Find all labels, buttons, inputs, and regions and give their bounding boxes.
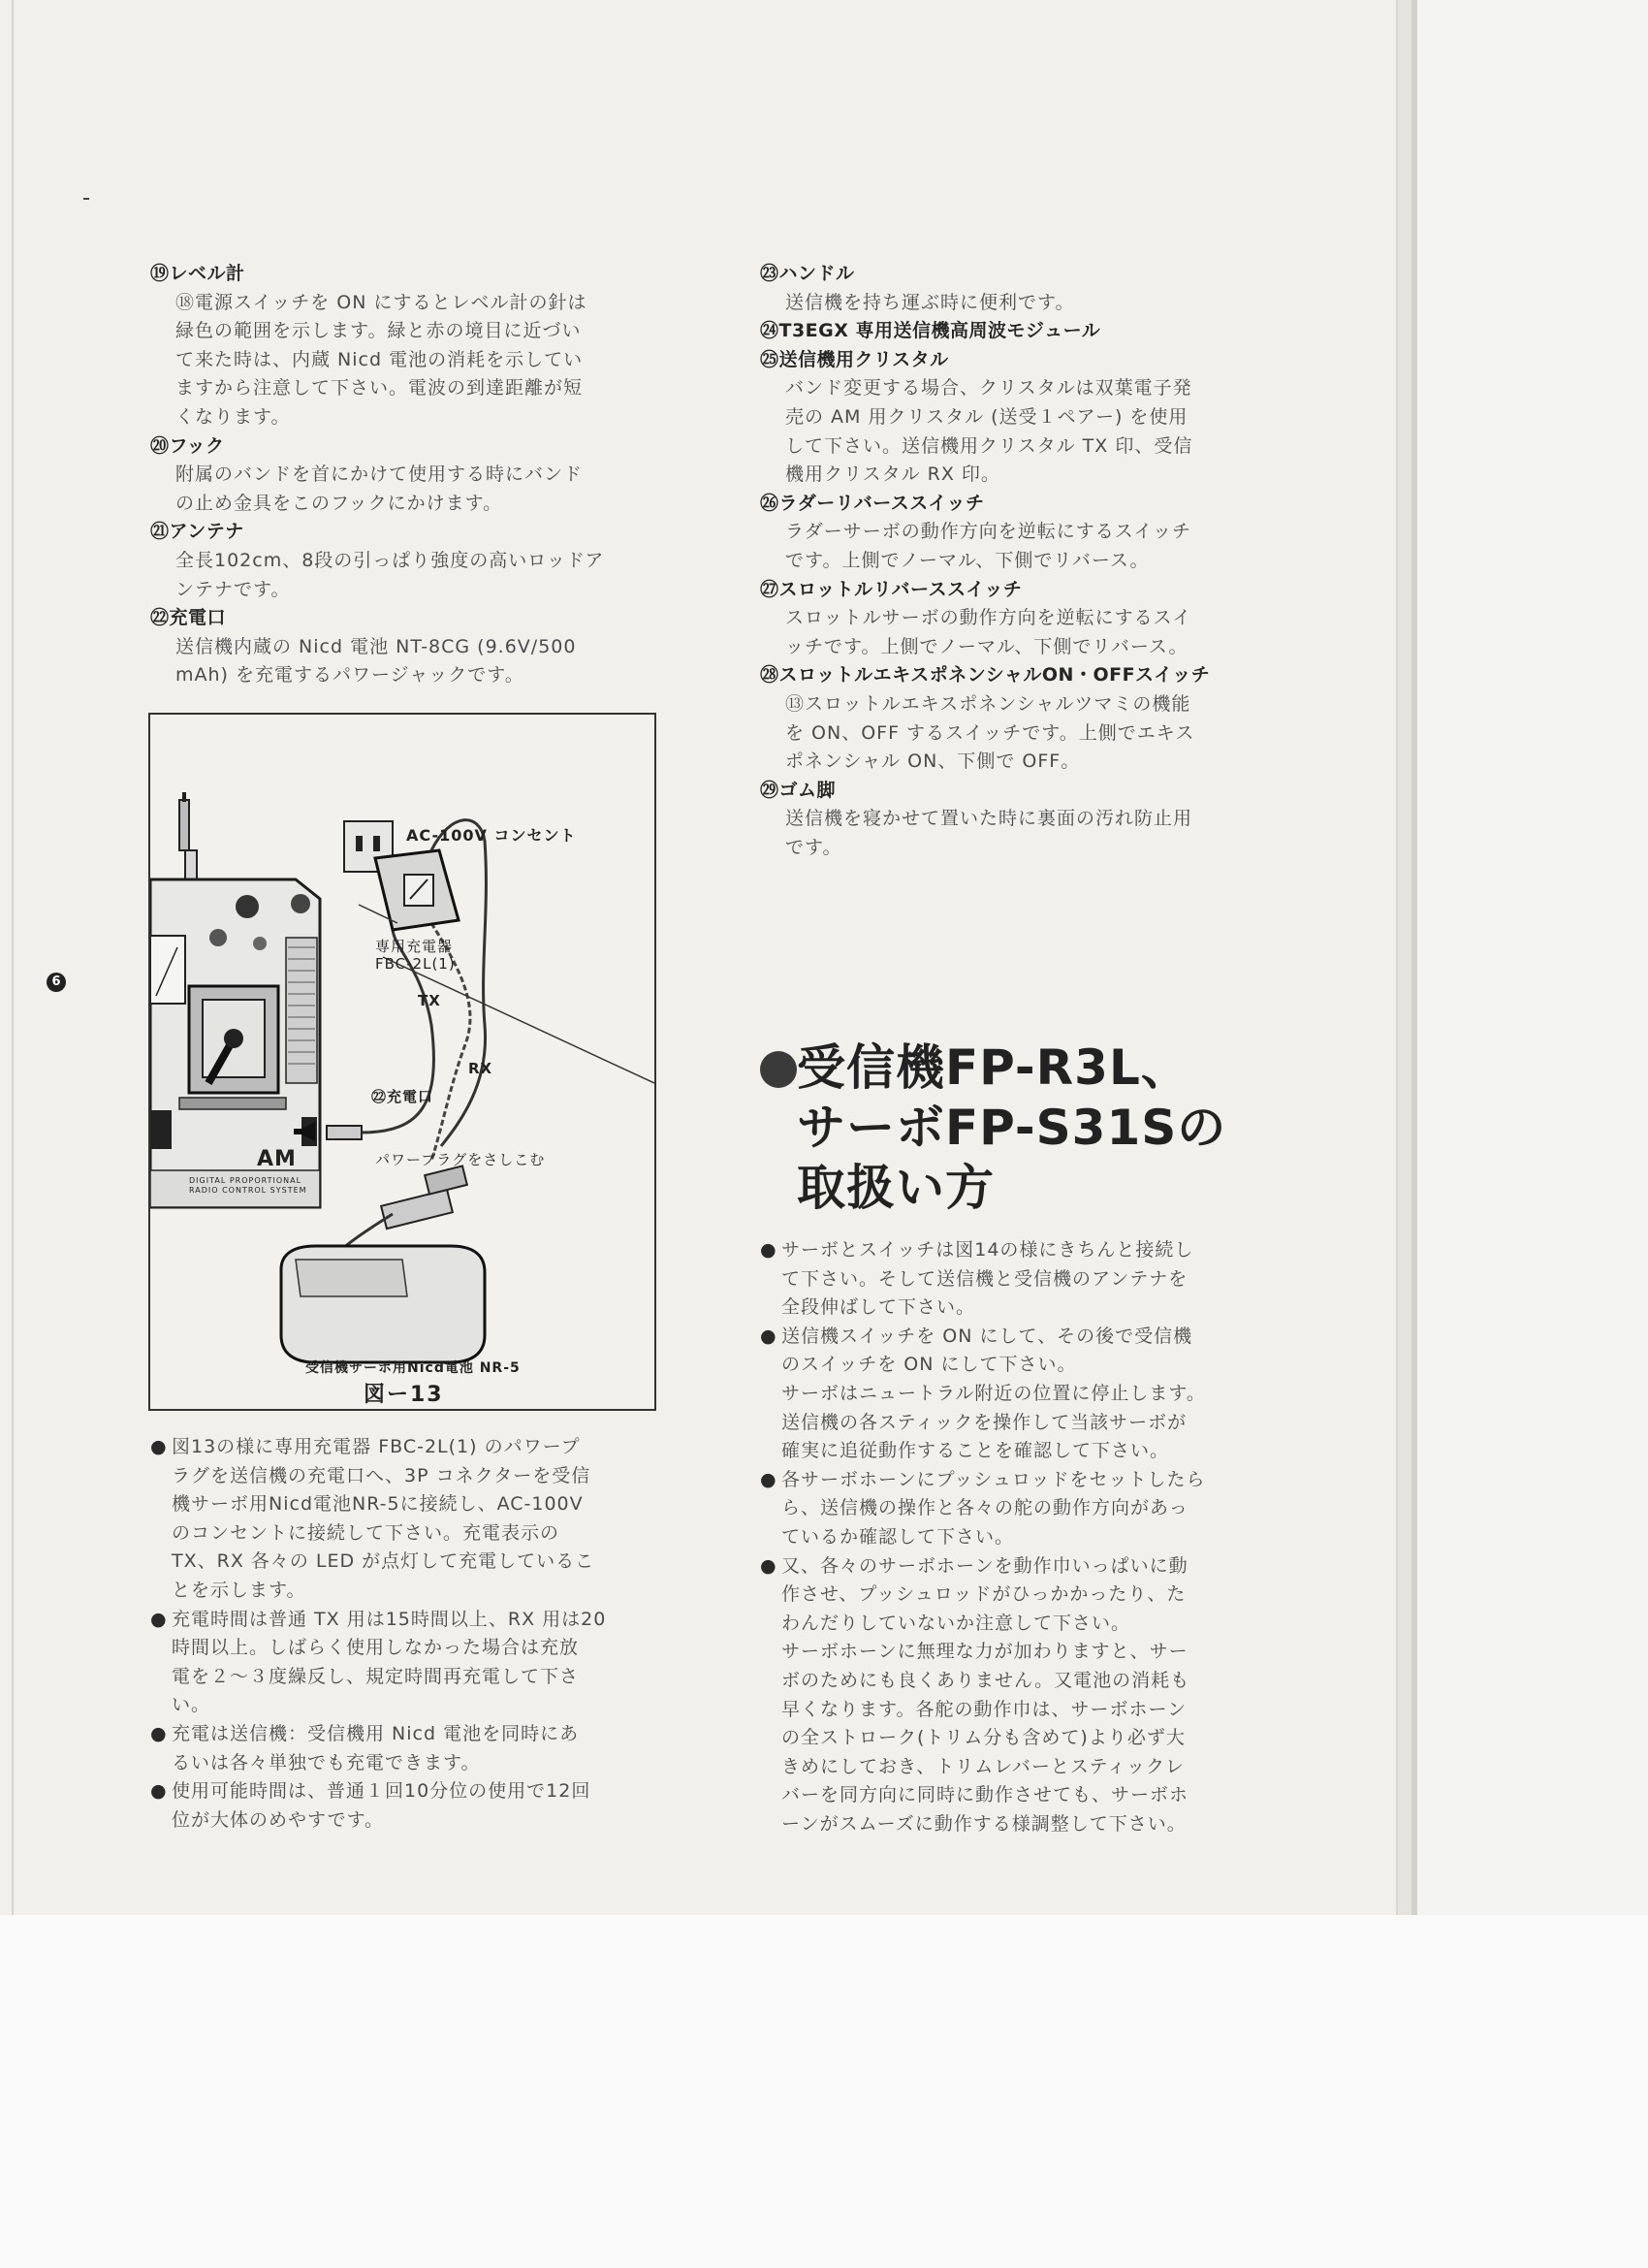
battery-label: 受信機サーボ用Nicd電池 NR-5 — [305, 1360, 521, 1376]
text-line: わんだりしていないか注意して下さい。 — [781, 1612, 1131, 1634]
figure-13-charging-diagram — [148, 713, 656, 1411]
text-line: ラダーサーボの動作方向を逆転にするスイッチ — [785, 521, 1192, 543]
knob — [253, 937, 267, 950]
text-line: 緑色の範囲を示します。緑と赤の境目に近づい — [175, 320, 582, 342]
item-body — [760, 518, 1268, 575]
heading-line: 取扱い方 — [797, 1160, 995, 1216]
knob — [236, 895, 259, 918]
text-line: 早くなります。各舵の動作巾は、サーボホーン — [781, 1698, 1188, 1720]
text-line: 全段伸ばして下さい。 — [781, 1296, 976, 1319]
text-line: 附属のバンドを首にかけて使用する時にバンド — [175, 463, 584, 486]
text-line: 機サーボ用Nicd電池NR-5に接続し、AC-100V — [172, 1493, 584, 1516]
antenna-top — [179, 800, 189, 850]
bullet-icon: ● — [150, 1780, 168, 1803]
text-line: ますから注意して下さい。電波の到達距離が短 — [175, 377, 584, 399]
text-line: mAh) を充電するパワージャックです。 — [175, 664, 524, 687]
text-line: 送信機スイッチを ON にして、その後で受信機 — [781, 1325, 1193, 1347]
text-line: サーボとスイッチは図14の様にきちんと接続し — [781, 1239, 1194, 1261]
text-line: 充電は送信機：受信機用 Nicd 電池を同時にあ — [172, 1722, 580, 1744]
bullet-item — [760, 1552, 1274, 1639]
text-line: のコンセントに接続して下さい。充電表示の — [172, 1521, 560, 1544]
outlet-label: AC-100V コンセント — [406, 826, 577, 845]
section-heading — [760, 1038, 1284, 1218]
item-title: ⑲レベル計 — [150, 263, 245, 284]
brand-small-label: DIGITAL PROPORTIONAL RADIO CONTROL SYSTEM — [189, 1176, 307, 1195]
text-line: きめにしておき、トリムレバーとスティックレ — [781, 1755, 1186, 1777]
text-line: スロットルサーボの動作方向を逆転にするスイ — [785, 607, 1192, 629]
text-line: 機用クリスタル RX 印。 — [785, 463, 1000, 486]
text-line: くなります。 — [175, 405, 291, 428]
charging-illustration — [150, 715, 654, 1409]
item-title: ㉗スロットルリバーススイッチ — [760, 578, 1023, 600]
bullet-item — [150, 1433, 659, 1606]
power-plug — [327, 1126, 362, 1139]
text-line: ボのためにも良くありません。又電池の消耗も — [781, 1669, 1190, 1691]
text-line: サーボはニュートラル附近の位置に停止します。 — [781, 1382, 1206, 1404]
item-title: ㉒充電口 — [150, 607, 227, 629]
knob — [291, 894, 310, 913]
bullet-icon: ● — [150, 1436, 168, 1457]
text-line: 作させ、プッシュロッドがひっかかったり、た — [781, 1583, 1187, 1606]
bullet-icon: ● — [150, 1608, 168, 1630]
bullet-icon: ● — [760, 1325, 777, 1347]
text-line: 使用可能時間は、普通１回10分位の使用で12回 — [172, 1780, 591, 1803]
text-line: 確実に追従動作することを確認して下さい。 — [781, 1440, 1170, 1462]
item-rudder-reverse — [760, 490, 1268, 576]
page-edge-shadow — [1411, 0, 1417, 1915]
text-line: です。上側でノーマル、下側でリバース。 — [785, 549, 1150, 571]
plug-instruction-label: パワープラグをさしこむ — [375, 1151, 546, 1168]
figure-caption: 図ー13 — [364, 1383, 444, 1407]
text-line: 位が大体のめやすです。 — [172, 1808, 385, 1831]
item-title: ㉓ハンドル — [760, 263, 855, 284]
bullet-icon: ● — [150, 1722, 168, 1744]
item-title: ㉕送信機用クリスタル — [760, 348, 949, 370]
text-line: ッチです。上側でノーマル、下側でリバース。 — [785, 635, 1188, 657]
continuation-text — [760, 1638, 1274, 1838]
text-line: の全ストローク(トリム分も含めて)より必ず大 — [781, 1727, 1186, 1749]
text-line: 充電時間は普通 TX 用は15時間以上、RX 用は20 — [172, 1608, 607, 1630]
text-line: 電を２～３度繰反し、規定時間再充電して下さ — [172, 1665, 580, 1687]
heading-line: 受信機FP-R3L、 — [797, 1039, 1190, 1096]
text-line: のスイッチを ON にして下さい。 — [781, 1354, 1077, 1376]
text-line: バーを同方向に同時に動作させても、サーボホ — [781, 1784, 1189, 1806]
bullet-item — [760, 1466, 1274, 1552]
text-line: 送信機の各スティックを操作して当該サーボが — [781, 1411, 1188, 1433]
charge-port-label: ㉒充電口 — [371, 1088, 434, 1105]
print-mark — [83, 198, 89, 200]
item-title: ㉑アンテナ — [150, 521, 244, 543]
receiver-servo-notes — [760, 1236, 1274, 1838]
item-hook — [150, 432, 654, 519]
item-body — [150, 547, 654, 604]
text-line: ラグを送信機の充電口へ、3P コネクターを受信 — [172, 1464, 591, 1486]
item-body — [760, 690, 1268, 777]
item-charge-port — [150, 604, 654, 690]
bullet-item — [150, 1777, 659, 1835]
text-line: ⑱電源スイッチを ON にするとレベル計の針は — [175, 291, 587, 313]
item-title: ⑳フック — [150, 434, 225, 457]
text-line: ているか確認して下さい。 — [781, 1525, 1015, 1548]
item-title: ㉘スロットルエキスポネンシャルON・OFFスイッチ — [760, 664, 1211, 687]
text-line: 全長102cm、8段の引っぱり強度の高いロッドア — [175, 549, 605, 571]
item-body — [150, 289, 654, 432]
bullet-icon: ● — [760, 1239, 777, 1261]
page-left-edge — [12, 0, 14, 1915]
item-crystal — [760, 346, 1268, 490]
am-label: AM — [257, 1147, 297, 1171]
text-line: 時間以上。しばらく使用しなかった場合は充放 — [172, 1637, 580, 1659]
bullet-item — [760, 1323, 1274, 1380]
rx-label: RX — [468, 1060, 493, 1077]
text-line: 図13の様に専用充電器 FBC-2L(1) のパワープ — [172, 1436, 581, 1457]
text-line: ーンがスムーズに動作する様調整して下さい。 — [781, 1812, 1187, 1835]
bullet-item — [150, 1720, 659, 1777]
knob — [209, 929, 227, 946]
text-line: ⑬スロットルエキスポネンシャルツマミの機能 — [785, 692, 1191, 715]
antenna-tip — [182, 792, 186, 802]
item-throttle-reverse — [760, 576, 1268, 662]
text-line: ンテナです。 — [175, 578, 291, 600]
item-title: ㉖ラダーリバーススイッチ — [760, 492, 985, 514]
item-title: ㉔T3EGX 専用送信機高周波モジュール — [760, 320, 1101, 342]
text-line: を ON、OFF するスイッチです。上側でエキス — [785, 721, 1195, 744]
text-line: るいは各々単独でも充電できます。 — [172, 1751, 481, 1773]
heading-line: サーボFP-S31Sの — [797, 1100, 1227, 1156]
item-body — [760, 289, 1268, 318]
text-line: 又、各々のサーボホーンを動作巾いっぱいに動 — [781, 1554, 1188, 1577]
text-line: 送信機を持ち運ぶ時に便利です。 — [785, 291, 1075, 313]
text-line: サーボホーンに無理な力が加わりますと、サー — [781, 1641, 1188, 1663]
text-line: て来た時は、内蔵 Nicd 電池の消耗を示してい — [175, 348, 584, 370]
text-line: 送信機を寝かせて置いた時に裏面の汚れ防止用 — [785, 808, 1193, 830]
text-line: い。 — [172, 1694, 211, 1716]
item-throttle-expo-switch — [760, 661, 1268, 776]
bullet-icon: ● — [760, 1468, 777, 1490]
page-edge — [1398, 0, 1411, 1915]
charging-notes — [150, 1433, 659, 1835]
item-body — [760, 604, 1268, 661]
charger-label: 専用充電器 — [375, 938, 454, 955]
text-line: 各サーボホーンにプッシュロッドをセットしたら — [781, 1468, 1206, 1490]
text-line: 売の AM 用クリスタル (送受１ペアー) を使用 — [785, 405, 1188, 428]
text-line: とを示します。 — [172, 1579, 306, 1601]
text-line: です。 — [785, 836, 842, 858]
item-antenna — [150, 518, 654, 604]
text-line: 送信機内蔵の Nicd 電池 NT-8CG (9.6V/500 — [175, 635, 577, 657]
text-line: の止め金具をこのフックにかけます。 — [175, 492, 503, 514]
item-level-meter — [150, 260, 654, 432]
item-body — [760, 805, 1268, 862]
item-title: ㉙ゴム脚 — [760, 779, 837, 801]
bullet-item — [150, 1606, 659, 1720]
charger-model-label: FBC-2L(1) — [375, 955, 456, 973]
text-line: ポネンシャル ON、下側で OFF。 — [785, 751, 1081, 773]
bullet-item — [760, 1236, 1274, 1323]
text-line: ら、送信機の操作と各々の舵の動作方向があっ — [781, 1497, 1188, 1519]
text-line: して下さい。送信機用クリスタル TX 印、受信 — [785, 434, 1193, 457]
item-body — [150, 633, 654, 690]
page-number: 6 — [47, 973, 66, 992]
text-line: て下さい。そして送信機と受信機のアンテナを — [781, 1267, 1188, 1290]
text-line: バンド変更する場合、クリスタルは双葉電子発 — [785, 377, 1192, 399]
item-rf-module — [760, 317, 1268, 346]
item-rubber-feet — [760, 777, 1268, 863]
text-line: TX、RX 各々の LED が点灯して充電しているこ — [172, 1550, 595, 1573]
3p-connector — [381, 1190, 453, 1229]
left-items — [150, 260, 654, 690]
bullet-icon: ● — [760, 1554, 777, 1577]
continuation-text — [760, 1380, 1274, 1466]
item-handle — [760, 260, 1268, 317]
right-items — [760, 260, 1268, 862]
scan-background — [0, 1915, 1648, 2268]
item-body — [150, 461, 654, 518]
tx-label: TX — [418, 992, 441, 1009]
item-body — [760, 374, 1268, 489]
